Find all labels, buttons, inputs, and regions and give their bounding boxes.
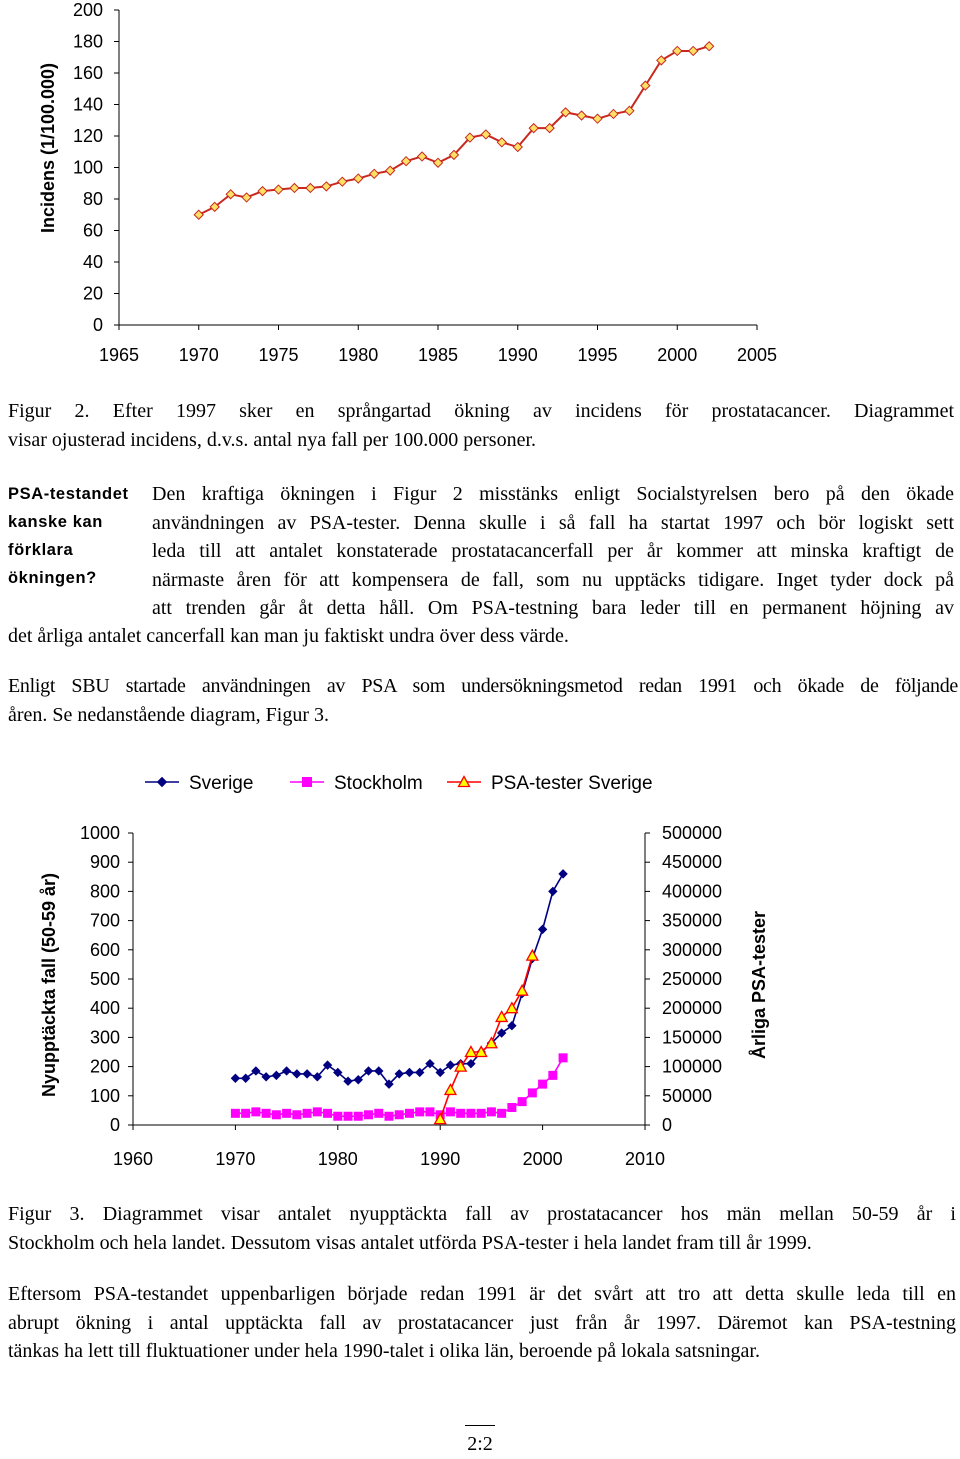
page-number: 2:2 [467,1433,493,1455]
stockholm-point [426,1108,434,1116]
incidence-point [194,210,203,219]
legend-label-psa-tester-sverige: PSA-tester Sverige [491,773,653,794]
margin-note-line: ökningen? [8,569,97,587]
margin-note-line: kanske kan [8,513,103,531]
figure-2-caption-line2: visar ojusterad incidens, d.v.s. antal nya fall per 100.000 personer. [8,428,537,451]
stockholm-point [365,1111,373,1119]
y2-tick-label: 300000 [662,939,723,960]
x-tick-label: 1965 [98,345,140,365]
x-tick-label: 1970 [178,345,219,365]
psa-tester-sverige-point [445,1084,456,1094]
y2-tick-label: 500000 [662,823,723,843]
incidence-point [386,166,395,175]
y2-tick-label: 0 [662,1115,673,1135]
y2-axis-label: Årliga PSA-tester [749,910,769,1060]
stockholm-point [262,1109,270,1117]
y-tick-label: 100 [72,157,103,178]
y-tick-label: 500 [89,969,120,989]
psa-tester-sverige-point [455,1061,466,1071]
paragraph-line: abrupt ökning i antal upptäckta fall av prostatacancer just från år 1997. Däremot kan PSA-testning [8,1311,956,1334]
y-tick-label: 900 [89,852,120,873]
stockholm-point [395,1111,403,1119]
stockholm-point [313,1108,321,1116]
stockholm-point [528,1089,536,1097]
x-tick-label: 1990 [420,1149,461,1169]
y2-tick-label: 400000 [662,881,723,902]
y2-tick-label: 450000 [662,852,723,873]
page-number-rule [465,1425,495,1426]
figure-2-label: Figur 2. [8,400,90,422]
incidence-point [673,46,682,55]
stockholm-point [344,1112,352,1120]
incidence-point [593,114,602,123]
incidence-point [497,138,506,147]
margin-note-line: förklara [8,541,74,559]
paragraph-line: närmaste åren för att kompensera de fall, som nu upptäcks tidigare. Inget tyder dock på [152,568,954,591]
stockholm-point [518,1098,526,1106]
incidence-point [322,182,331,191]
paragraph-1 [152,480,954,623]
y-tick-label: 800 [89,881,120,902]
y-tick-label: 20 [82,283,103,304]
paragraph-line: leda till att antalet konstaterade prostatacancerfall per år kommer att minska kraftigt de [152,540,954,562]
paragraph-line: tänkas ha lett till fluktuationer under hela 1990-talet i olika län, beroende på lokala satsningar. [8,1340,760,1362]
incidence-point [274,185,283,194]
stockholm-point [498,1109,506,1117]
y-tick-label: 0 [109,1115,120,1135]
incidence-point [577,111,586,120]
incidence-point [370,169,379,178]
legend-marker-sverige [158,778,167,787]
stockholm-point [559,1054,567,1062]
stockholm-point [334,1112,342,1120]
figure-2-caption [8,397,954,454]
sverige-point [231,1074,239,1082]
stockholm-point [354,1112,362,1120]
sverige-line [235,874,563,1084]
incidence-point [258,187,267,196]
y-axis-label: Nyupptäckta fall (50-59 år) [39,872,59,1098]
paragraph-line: åren. Se nedanstående diagram, Figur 3. [8,703,330,726]
sverige-point [262,1073,270,1081]
stockholm-point [477,1109,485,1117]
y-tick-label: 80 [82,189,103,209]
chart-legend [145,773,653,794]
incidence-point [418,152,427,161]
y-tick-label: 60 [82,220,103,241]
paragraph-line: att trenden går åt detta håll. Om PSA-testning bara leder till en permanent höjning av [152,597,954,619]
margin-note [8,480,129,592]
figure-3-caption-line2: Stockholm och hela landet. Dessutom visas antalet utförda PSA-tester i hela landet fram till år 1999. [8,1231,812,1254]
y-tick-label: 40 [82,252,103,272]
y-tick-label: 160 [72,63,103,83]
y-tick-label: 120 [72,126,103,146]
x-tick-label: 2010 [624,1149,666,1169]
stockholm-point [416,1108,424,1116]
legend-marker-stockholm [303,778,312,787]
figure-3-caption-text: Diagrammet visar antalet nyupptäckta fall av prostatacancer hos män mellan 50-59 år i [102,1203,956,1225]
sverige-point [303,1070,311,1078]
incidence-point [290,183,299,192]
y-tick-label: 300 [89,1027,120,1048]
y2-tick-label: 350000 [662,910,723,931]
x-tick-label: 1980 [338,345,379,365]
legend-label-stockholm: Stockholm [334,773,423,794]
y2-tick-label: 200000 [662,998,723,1019]
sverige-point [539,925,547,933]
figure-2-caption-text: Efter 1997 sker en språngartad ökning av incidens för prostatacancer. Diagrammet [112,400,955,422]
psa-tester-sverige-point [506,1003,517,1013]
margin-note-line: PSA-testandet [8,485,129,503]
x-tick-label: 2000 [657,345,698,365]
incidence-point [306,183,315,192]
incidence-point [609,109,618,118]
stockholm-point [549,1071,557,1079]
stockholm-point [457,1109,465,1117]
stockholm-point [446,1108,454,1116]
y2-tick-label: 100000 [662,1056,723,1077]
figure-3-label: Figur 3. [8,1203,85,1225]
paragraph-3 [8,1280,956,1366]
paragraph-line: Enligt SBU startade användningen av PSA som undersökningsmetod redan 1991 och ökade de följande [8,675,958,697]
incidence-point [354,174,363,183]
y-tick-label: 700 [89,910,120,931]
y-tick-label: 1000 [79,823,120,843]
sverige-point [559,870,567,878]
y-axis-label: Incidens (1/100.000) [38,62,58,234]
stockholm-point [539,1080,547,1088]
paragraph-1-last-line: det årliga antalet cancerfall kan man ju faktiskt undra över dess värde. [8,625,569,647]
stockholm-point [467,1109,475,1117]
y-tick-label: 400 [89,998,120,1019]
x-tick-label: 2005 [736,345,778,365]
stockholm-point [283,1109,291,1117]
sverige-point [405,1068,413,1076]
figure-3-chart [0,760,960,1180]
y-tick-label: 200 [89,1056,120,1077]
y2-tick-label: 50000 [662,1085,713,1106]
stockholm-point [385,1112,393,1120]
x-tick-label: 1975 [258,345,299,365]
x-tick-label: 1995 [577,345,618,365]
stockholm-point [242,1109,250,1117]
figure-3-caption [8,1200,956,1257]
y2-tick-label: 250000 [662,969,723,989]
stockholm-point [508,1103,516,1111]
stockholm-point [293,1111,301,1119]
psa-tester-sverige-point [517,985,528,995]
legend-label-sverige: Sverige [189,773,254,794]
stockholm-point [405,1109,413,1117]
stockholm-point [231,1109,239,1117]
y2-tick-label: 150000 [662,1027,723,1048]
sverige-point [272,1071,280,1079]
incidence-point [705,42,714,51]
x-tick-label: 1980 [317,1149,358,1169]
y-tick-label: 140 [72,94,103,115]
stockholm-point [252,1108,260,1116]
incidence-point [689,46,698,55]
x-tick-label: 1960 [112,1149,154,1169]
y-tick-label: 0 [92,315,103,335]
psa-tester-sverige-point [527,950,538,960]
x-tick-label: 1985 [417,345,459,365]
stockholm-point [324,1109,332,1117]
stockholm-point [303,1109,311,1117]
y-tick-label: 180 [72,31,103,52]
figure-2-chart [0,0,960,380]
x-tick-label: 1990 [497,345,538,365]
y-tick-label: 600 [89,939,120,960]
sverige-point [293,1070,301,1078]
stockholm-point [487,1108,495,1116]
sverige-point [283,1067,291,1075]
incidence-point [242,193,251,202]
paragraph-line: användningen av PSA-tester. Denna skulle i så fall ha startat 1997 och bör logiskt sett [152,511,954,534]
y-tick-label: 200 [72,0,103,20]
incidence-point [434,158,443,167]
stockholm-point [272,1111,280,1119]
y-tick-label: 100 [89,1085,120,1106]
stockholm-point [375,1109,383,1117]
paragraph-line: Eftersom PSA-testandet uppenbarligen började redan 1991 är det svårt att tro att detta skulle leda till en [8,1283,956,1305]
x-tick-label: 1970 [215,1149,256,1169]
sverige-point [549,887,557,895]
incidence-point [338,177,347,186]
incidence-point [481,130,490,139]
x-tick-label: 2000 [522,1149,563,1169]
incidence-point [402,157,411,166]
paragraph-2 [8,672,958,729]
paragraph-line: Den kraftiga ökningen i Figur 2 misstänks enligt Socialstyrelsen bero på den ökade [152,483,954,505]
